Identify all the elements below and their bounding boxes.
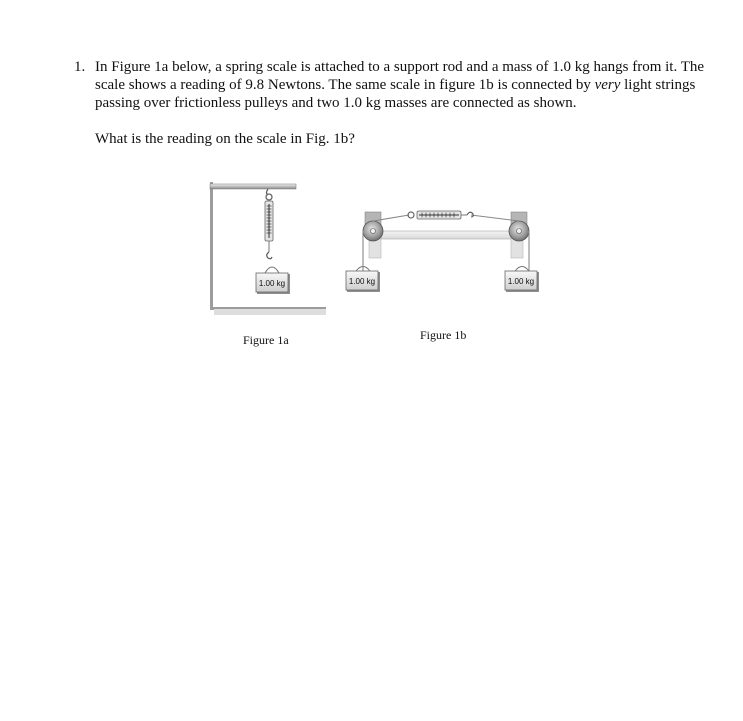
figure-area [205,178,550,358]
caption-figure-1a: Figure 1a [243,333,289,347]
mass-label-1b-left: 1.00 kg [348,277,376,286]
spring-scale-1b [408,211,473,219]
spring-scale-1a [265,201,273,241]
stand-post [210,182,213,310]
pulley-left [363,221,383,241]
support-rod [210,184,296,189]
mass-label-1a: 1.00 kg [258,279,286,288]
question-block [74,58,714,148]
figure-1a [210,182,326,315]
mass-box-1b-right [505,267,539,293]
question-text-italic: very [594,77,621,93]
question-text-part2: light strings passing over frictionless pulleys and two 1.0 kg masses are connected as shown. [95,77,696,111]
scale-ring [266,194,272,200]
mass-label-1b-right: 1.00 kg [507,277,535,286]
question-ask: What is the reading on the scale in Fig. 1b? [95,131,355,147]
question-number: 1. [74,59,86,75]
question-text-part1: In Figure 1a below, a spring scale is attached to a support rod and a mass of 1.0 kg hangs from it. The scale shows a reading of 9.8 Newtons. The same scale in figure 1b is connected by [95,59,705,93]
bench [369,228,523,258]
pulley-right [509,221,529,241]
figure-1b [346,211,539,292]
caption-figure-1b: Figure 1b [420,328,467,342]
bottom-hook-1a [267,252,272,259]
floor-shadow [214,309,326,315]
figures-illustration [205,178,550,358]
mass-box-1a [256,267,290,294]
question-text [95,58,714,112]
